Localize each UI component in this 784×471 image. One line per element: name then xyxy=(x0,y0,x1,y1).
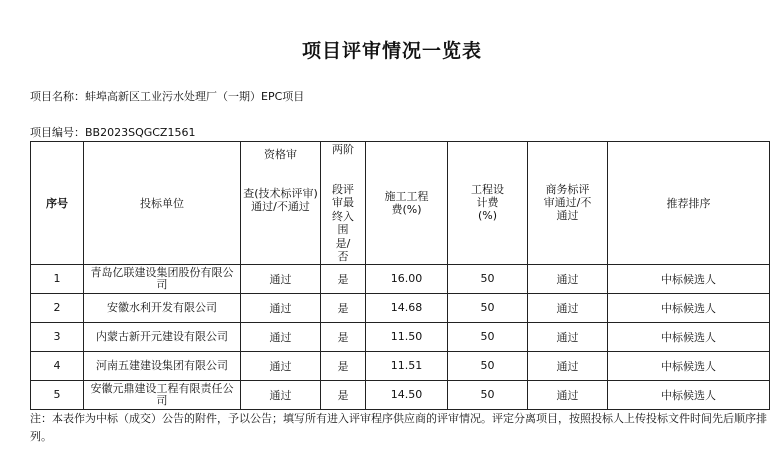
project-code: 项目编号：BB2023SQGCZ1561 xyxy=(30,126,196,139)
col-header-two-stage xyxy=(321,142,366,265)
cell-rank: 中标候选人 xyxy=(608,293,770,322)
cell-construction-fee: 14.50 xyxy=(366,380,448,409)
col-header-two-stage-top: 两阶 xyxy=(332,143,354,156)
table-row xyxy=(31,351,770,380)
col-header-business: 商务标评审通过/不通过 xyxy=(528,142,608,265)
col-header-qualification-bottom: 查(技术标评审)通过/不通过 xyxy=(243,187,318,213)
cell-construction-fee: 16.00 xyxy=(366,264,448,293)
col-header-xh: 序号 xyxy=(31,142,84,265)
cell-rank: 中标候选人 xyxy=(608,351,770,380)
project-name: 项目名称：蚌埠高新区工业污水处理厂（一期）EPC项目 xyxy=(30,90,305,103)
cell-design-fee: 50 xyxy=(448,264,528,293)
cell-final: 是 xyxy=(321,322,366,351)
cell-unit: 安徽元鼎建设工程有限责任公司 xyxy=(84,380,241,409)
cell-design-fee: 50 xyxy=(448,293,528,322)
cell-design-fee: 50 xyxy=(448,380,528,409)
cell-no: 1 xyxy=(31,264,84,293)
cell-rank: 中标候选人 xyxy=(608,322,770,351)
cell-construction-fee: 11.51 xyxy=(366,351,448,380)
cell-business: 通过 xyxy=(528,293,608,322)
cell-qualification: 通过 xyxy=(241,380,321,409)
cell-unit: 安徽水利开发有限公司 xyxy=(84,293,241,322)
table-row xyxy=(31,380,770,409)
cell-final: 是 xyxy=(321,351,366,380)
cell-unit: 内蒙古新开元建设有限公司 xyxy=(84,322,241,351)
cell-final: 是 xyxy=(321,264,366,293)
cell-business: 通过 xyxy=(528,322,608,351)
cell-no: 5 xyxy=(31,380,84,409)
cell-final: 是 xyxy=(321,380,366,409)
table-row xyxy=(31,293,770,322)
col-header-unit: 投标单位 xyxy=(84,142,241,265)
review-table xyxy=(30,141,770,410)
cell-qualification: 通过 xyxy=(241,264,321,293)
page-title: 项目评审情况一览表 xyxy=(301,40,482,62)
cell-rank: 中标候选人 xyxy=(608,264,770,293)
cell-business: 通过 xyxy=(528,264,608,293)
cell-unit: 青岛亿联建设集团股份有限公司 xyxy=(84,264,241,293)
col-header-rank: 推荐排序 xyxy=(608,142,770,265)
col-header-qualification-top: 资格审 xyxy=(264,148,297,161)
table-row xyxy=(31,264,770,293)
table-header-row xyxy=(31,142,770,265)
cell-business: 通过 xyxy=(528,351,608,380)
cell-qualification: 通过 xyxy=(241,351,321,380)
footnote: 注：本表作为中标（成交）公告的附件，予以公告；填写所有进入评审程序供应商的评审情况。评定分离项目，按照投标人上传投标文件时间先后顺序排列。 xyxy=(30,412,767,443)
cell-design-fee: 50 xyxy=(448,322,528,351)
col-header-qualification xyxy=(241,142,321,265)
cell-no: 4 xyxy=(31,351,84,380)
cell-rank: 中标候选人 xyxy=(608,380,770,409)
cell-construction-fee: 11.50 xyxy=(366,322,448,351)
table-row xyxy=(31,322,770,351)
cell-business: 通过 xyxy=(528,380,608,409)
cell-qualification: 通过 xyxy=(241,322,321,351)
col-header-design-fee: 工程设计费(%) xyxy=(448,142,528,265)
cell-no: 2 xyxy=(31,293,84,322)
cell-no: 3 xyxy=(31,322,84,351)
cell-unit: 河南五建建设集团有限公司 xyxy=(84,351,241,380)
cell-qualification: 通过 xyxy=(241,293,321,322)
col-header-two-stage-bottom: 段评审最终入围是/否 xyxy=(332,182,354,263)
col-header-construction-fee: 施工工程费(%) xyxy=(366,142,448,265)
cell-final: 是 xyxy=(321,293,366,322)
cell-construction-fee: 14.68 xyxy=(366,293,448,322)
cell-design-fee: 50 xyxy=(448,351,528,380)
